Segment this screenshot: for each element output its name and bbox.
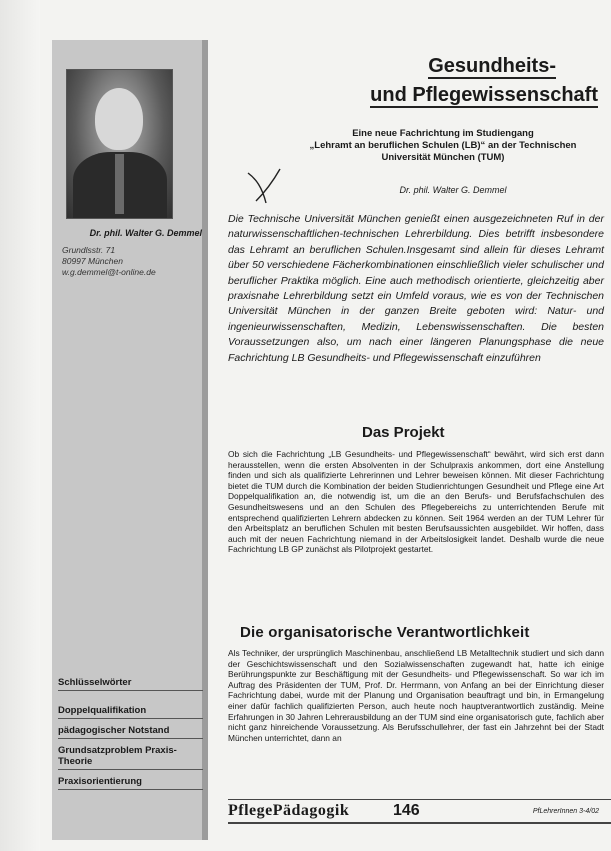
author-email[interactable]: w.g.demmel@t-online.de	[62, 267, 156, 277]
author-name: Dr. phil. Walter G. Demmel	[89, 228, 202, 238]
journal-logo: PflegePädagogik	[228, 802, 350, 819]
article-subtitle	[278, 128, 608, 164]
issue-info: PfLehrerInnen 3-4/02	[532, 808, 599, 815]
article-title	[228, 52, 598, 110]
page-number: 146	[393, 802, 420, 819]
page-edge-shadow	[0, 0, 40, 851]
section-heading-verantwortlichkeit: Die organisatorische Verantwortlichkeit	[240, 624, 530, 641]
keyword-item: Doppelqualifikation	[58, 705, 203, 719]
handwritten-signature	[246, 165, 282, 205]
subtitle-line: Universität München (TUM)	[381, 152, 505, 163]
section-text-verantwortlichkeit: Als Techniker, der ursprünglich Maschinenbau, anschließend LB Metalltechnik studiert und sich dann der Geschichtswissenschaft und den Sozialwissenschaften zugewandt hat, hatte ich einige Berührungspunkte zur Beschäftigung mit der Gesundheits- und Pflegewissenschaft. So war ich im Auftrag des Präsidenten der TUM, Prof. Dr. Herrmann, von Anfang an bei der Einrichtung dieser Fachrichtung dabei, wurde mit der Planung und Organisation beauftragt und bin, in Ermangelung einer dafür fachlich qualifizierten Person, auch heute noch hauptverantwortlich zuständig. Meine Erfahrungen in 30 Jahren Lehrerausbildung an der TUM sind eine organisatorisch gute, fachlich aber nicht ganz hinreichende Voraussetzung. Als Berufsschullehrer, der fast ein Jahrzehnt bei der Stadt München unterrichtet, dann an	[228, 648, 604, 743]
keyword-item: pädagogischer Notstand	[58, 725, 203, 739]
title-line-2: und Pflegewissenschaft	[370, 84, 598, 106]
photo-head	[95, 88, 143, 150]
page-footer	[228, 799, 611, 824]
article	[228, 0, 611, 851]
subtitle-line: „Lehramt an beruflichen Schulen (LB)“ an der Technischen	[309, 140, 577, 151]
keyword-item: Grundsatzproblem Praxis-Theorie	[58, 745, 203, 770]
section-heading-projekt: Das Projekt	[362, 424, 445, 441]
article-byline: Dr. phil. Walter G. Demmel	[399, 185, 507, 195]
author-street: Grundlsstr. 71	[62, 245, 116, 255]
keywords-box	[58, 677, 203, 796]
title-line-1: Gesundheits-	[428, 55, 556, 77]
author-photo	[66, 69, 173, 219]
section-text-projekt: Ob sich die Fachrichtung „LB Gesundheits- und Pflegewissenschaft“ bewährt, wird sich erst dann herausstellen, wenn die ersten Absolventen in der Schulpraxis ankommen, dort eine Anstellung finden und sich als qualifizierte Lehrerinnen und Lehrer beweisen können. Mit dieser Fachrichtung bietet die TUM durch die Kombination der beiden Studienrichtungen Gesundheit und Pflege eine Art Doppelqualifikation an, die notwendig ist, um die an den Berufs- und Berufsfachschulen des Gesundheitswesens und an den Schulen des Pflegebereichs zu unterrichtenden Berufe mit entsprechend qualifizierten Lehrern abdecken zu können. Seit 1964 werden an der TUM Lehrer für den Arbeitsplatz an beruflichen Schulen mit besten Berufsaussichten ausgebildet. Wir hoffen, dass auch mit der neuen Fachrichtung niemand in der Arbeitslosigkeit landet. Deshalb wurde die neue Fachrichtung LB GP zunächst als Pilotprojekt gestartet.	[228, 449, 604, 555]
subtitle-line: Eine neue Fachrichtung im Studiengang	[352, 128, 534, 139]
photo-tie	[115, 154, 124, 214]
author-info	[62, 228, 202, 278]
keyword-item: Praxisorientierung	[58, 776, 203, 790]
keywords-title: Schlüsselwörter	[58, 677, 203, 691]
intro-paragraph: Die Technische Universität München genießt einen ausgezeichneten Ruf in der naturwissenschaftlichen-technischen Lehrerbildung. Dies betrifft insbesondere das Lehramt an beruflichen Schulen.Insgesamt sind allein für dieses Lehramt über 50 verschiedene Fächerkombinationen einschließlich vieler schulischer und beruflicher Praktika möglich. Eine auch methodisch orientierte, gleichzeitig aber praxisnahe Lehrerbildung setzt ein Umfeld voraus, wie es von der Technischen Universität München in der ganzen Breite geboten wird: Natur- und ingenieurwissenschaften, Medizin, Lebenswissenschaften. Die besten Voraussetzungen also, um nach einer längeren Planungsphase die neue Fachrichtung LB Gesundheits- und Pflegewissenschaft einzuführen	[228, 213, 604, 364]
author-city: 80997 München	[62, 256, 123, 266]
